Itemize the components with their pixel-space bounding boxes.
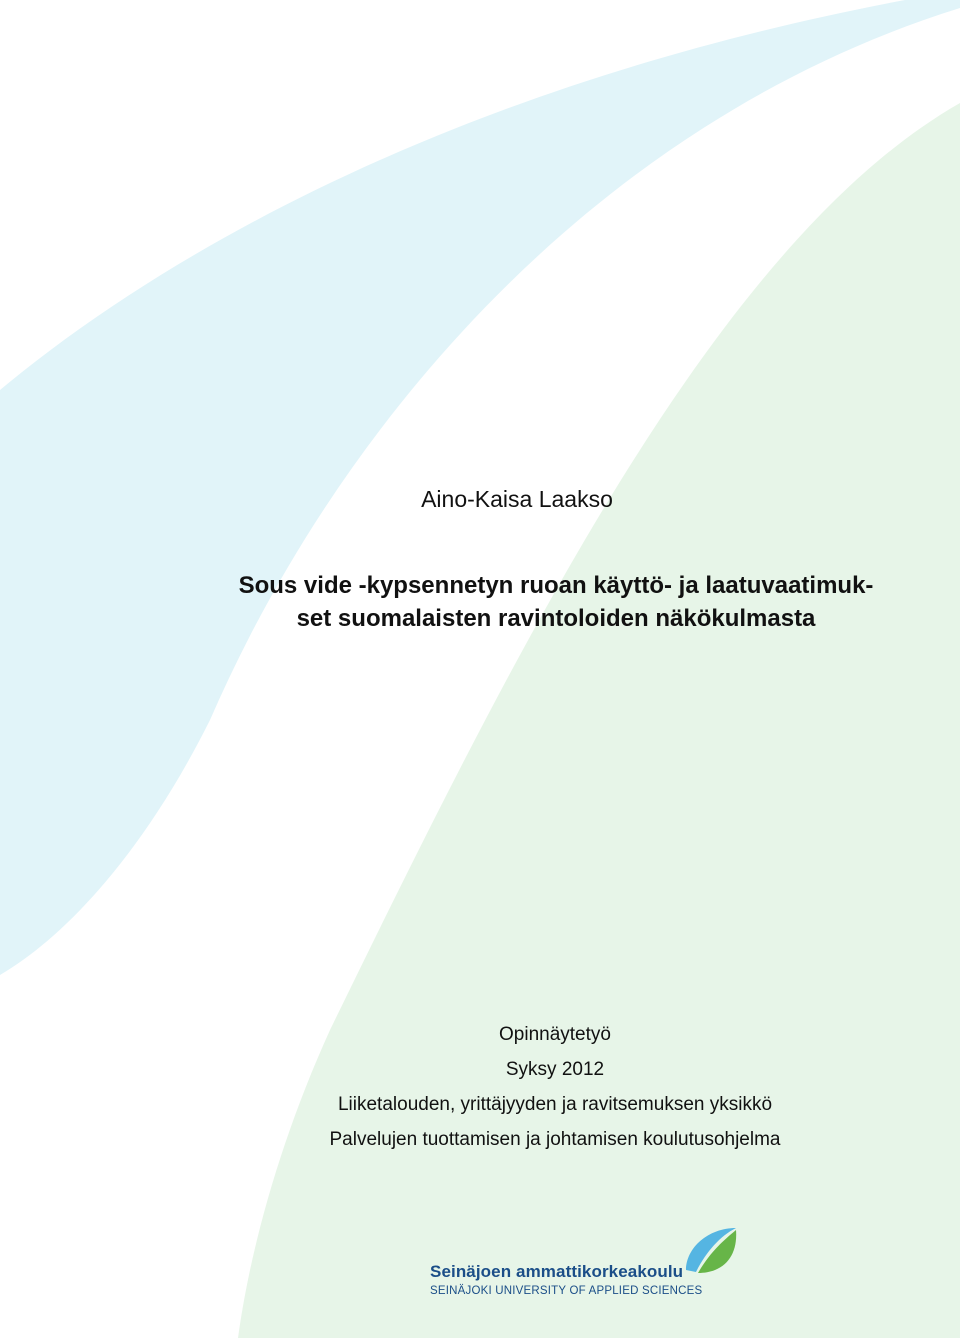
university-logo xyxy=(428,1226,748,1306)
degree-programme: Palvelujen tuottamisen ja johtamisen koulutusohjelma xyxy=(329,1129,781,1150)
document-type: Opinnäytetyö xyxy=(499,1024,611,1045)
academic-unit: Liiketalouden, yrittäjyyden ja ravitsemuksen yksikkö xyxy=(337,1094,773,1115)
university-name: Seinäjoen ammattikorkeakoulu xyxy=(430,1262,684,1281)
leaf-icon xyxy=(684,1226,738,1274)
thesis-title-line-2: set suomalaisten ravintoloiden näkökulmasta xyxy=(296,605,816,632)
university-name-english: SEINÄJOKI UNIVERSITY OF APPLIED SCIENCES xyxy=(430,1285,703,1297)
thesis-title xyxy=(200,569,912,635)
thesis-title-line-1: Sous vide -kypsennetyn ruoan käyttö- ja laatuvaatimuk- xyxy=(238,572,874,599)
author-name: Aino-Kaisa Laakso xyxy=(421,486,613,512)
thesis-details xyxy=(0,1017,960,1157)
term: Syksy 2012 xyxy=(505,1059,605,1080)
